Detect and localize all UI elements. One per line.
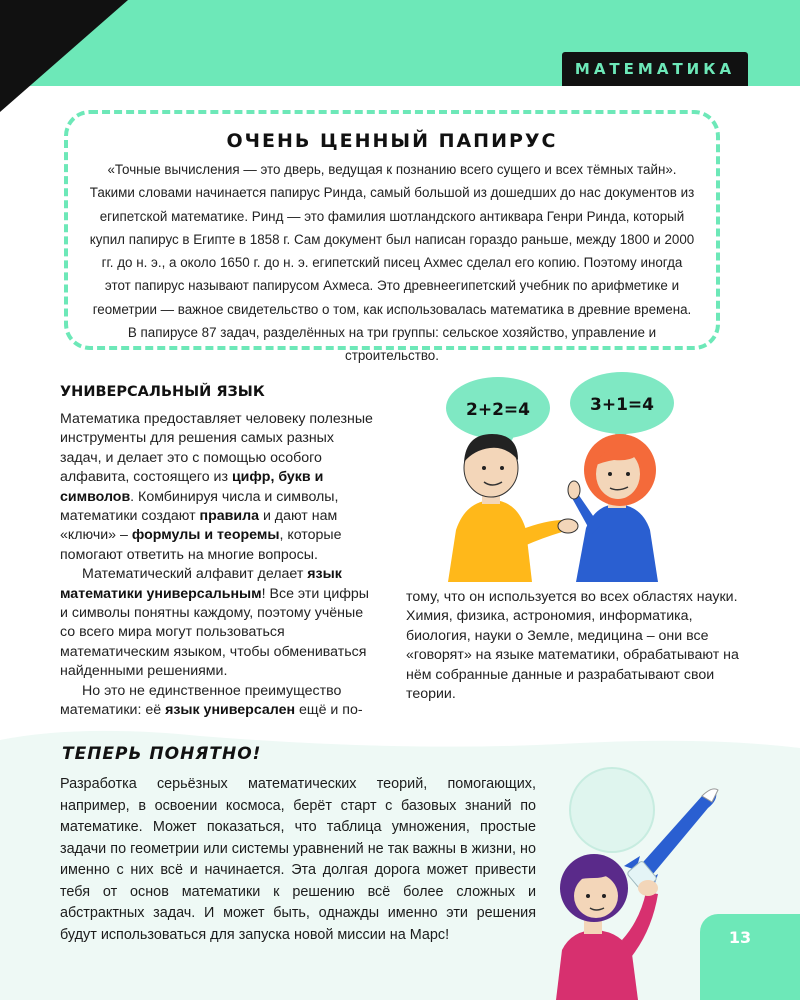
- universal-column-right: [406, 588, 742, 704]
- corner-triangle: [0, 0, 128, 112]
- text-run: Но это не единственное преимущество математики: её: [60, 682, 342, 719]
- page-number: 13: [728, 928, 752, 947]
- papyrus-title: ОЧЕНЬ ЦЕННЫЙ ПАПИРУС: [226, 130, 558, 152]
- text-run: Математический алфавит делает: [82, 566, 308, 583]
- bold-term: язык математики универсальным: [60, 566, 342, 602]
- girl-with-rocket-illustration: [536, 760, 726, 1000]
- papyrus-box: [64, 110, 720, 364]
- text-run: Математика предоставляет человеку полезные инструменты для решения самых разных задач, и делает это с помощью особого алфавита, состоящего из: [60, 411, 373, 486]
- text-run: , которые помогают ответить на многие вопросы.: [60, 527, 342, 563]
- now-heading: ТЕПЕРЬ ПОНЯТНО!: [62, 744, 262, 764]
- kids-illustration: [446, 370, 682, 582]
- text-run: и дают нам «ключи» –: [60, 508, 338, 544]
- universal-paragraph-2: [60, 565, 376, 681]
- boy-figure: [448, 434, 578, 582]
- papyrus-text: «Точные вычисления — это дверь, ведущая к познанию всего сущего и всех тёмных тайн». Такими словами начинается папирус Ринда, самый большой из дошедших до нас документов из египетской математике. Ринд — это фамилия шотландского антиквара Генри Ринда, который купил папирус в Египте в 1858 г. Сам документ был написан гораздо раньше, между 1800 и 2000 гг. до н. э., а около 1650 г. до н. э. египетский писец Ахмес сделал его копию. Поэтому иногда этот папирус называют папирусом Ахмеса. Это древнеегипетский учебник по арифметике и геометрии — важное свидетельство о том, как использовалась математика в древние времена. В папирусе 87 задач, разделённых на три группы: сельское хозяйство, управление и строительство.: [89, 162, 695, 364]
- page-number-tab: [700, 914, 800, 1000]
- universal-column-left: [60, 410, 376, 721]
- now-text: Разработка серьёзных математических теорий, помогающих, например, в освоении космоса, берёт старт с базовых знаний по математике. Может показаться, что таблица умножения, простые задачи по геометрии или системы уравнений не так важны в жизни, но именно с них всё и начинается. Эта долгая дорога может привести тебя от основ математики к решению всё более сложных и абстрактных задач. И может быть, однажды именно эти решения будут использоваться для запуска новой миссии на Марс!: [60, 776, 536, 943]
- text-run: ещё и по-: [295, 702, 363, 719]
- bubble-right-text: 3+1=4: [590, 395, 654, 415]
- text-run: ! Все эти цифры и символы понятны каждому, поэтому учёные со всего мира могут пользоваться математическим языком, чтобы обмениваться найденными решениями.: [60, 585, 370, 680]
- text-run: . Комбинируя числа и символы, математики создают: [60, 488, 339, 525]
- universal-paragraph-1: [60, 410, 376, 565]
- bold-term: язык универсален: [165, 702, 296, 719]
- red-haired-girl-figure: [568, 434, 658, 582]
- universal-paragraph-3-start: [60, 682, 376, 721]
- bold-term: формулы и теоремы: [131, 527, 280, 544]
- bubble-left-text: 2+2=4: [466, 400, 530, 420]
- section-tag: МАТЕМАТИКА: [562, 52, 748, 86]
- bold-term: правила: [199, 508, 259, 525]
- universal-paragraph-3-continued: тому, что он используется во всех областях науки. Химия, физика, астрономия, информатика, биология, науки о Земле, медицина – они все «говорят» на языке математики, обрабатывают на нём собранные данные и разрабатывают свои теории.: [406, 589, 739, 703]
- bold-term: цифр, букв и символов: [60, 469, 324, 505]
- universal-heading: УНИВЕРСАЛЬНЫЙ ЯЗЫК: [60, 384, 265, 400]
